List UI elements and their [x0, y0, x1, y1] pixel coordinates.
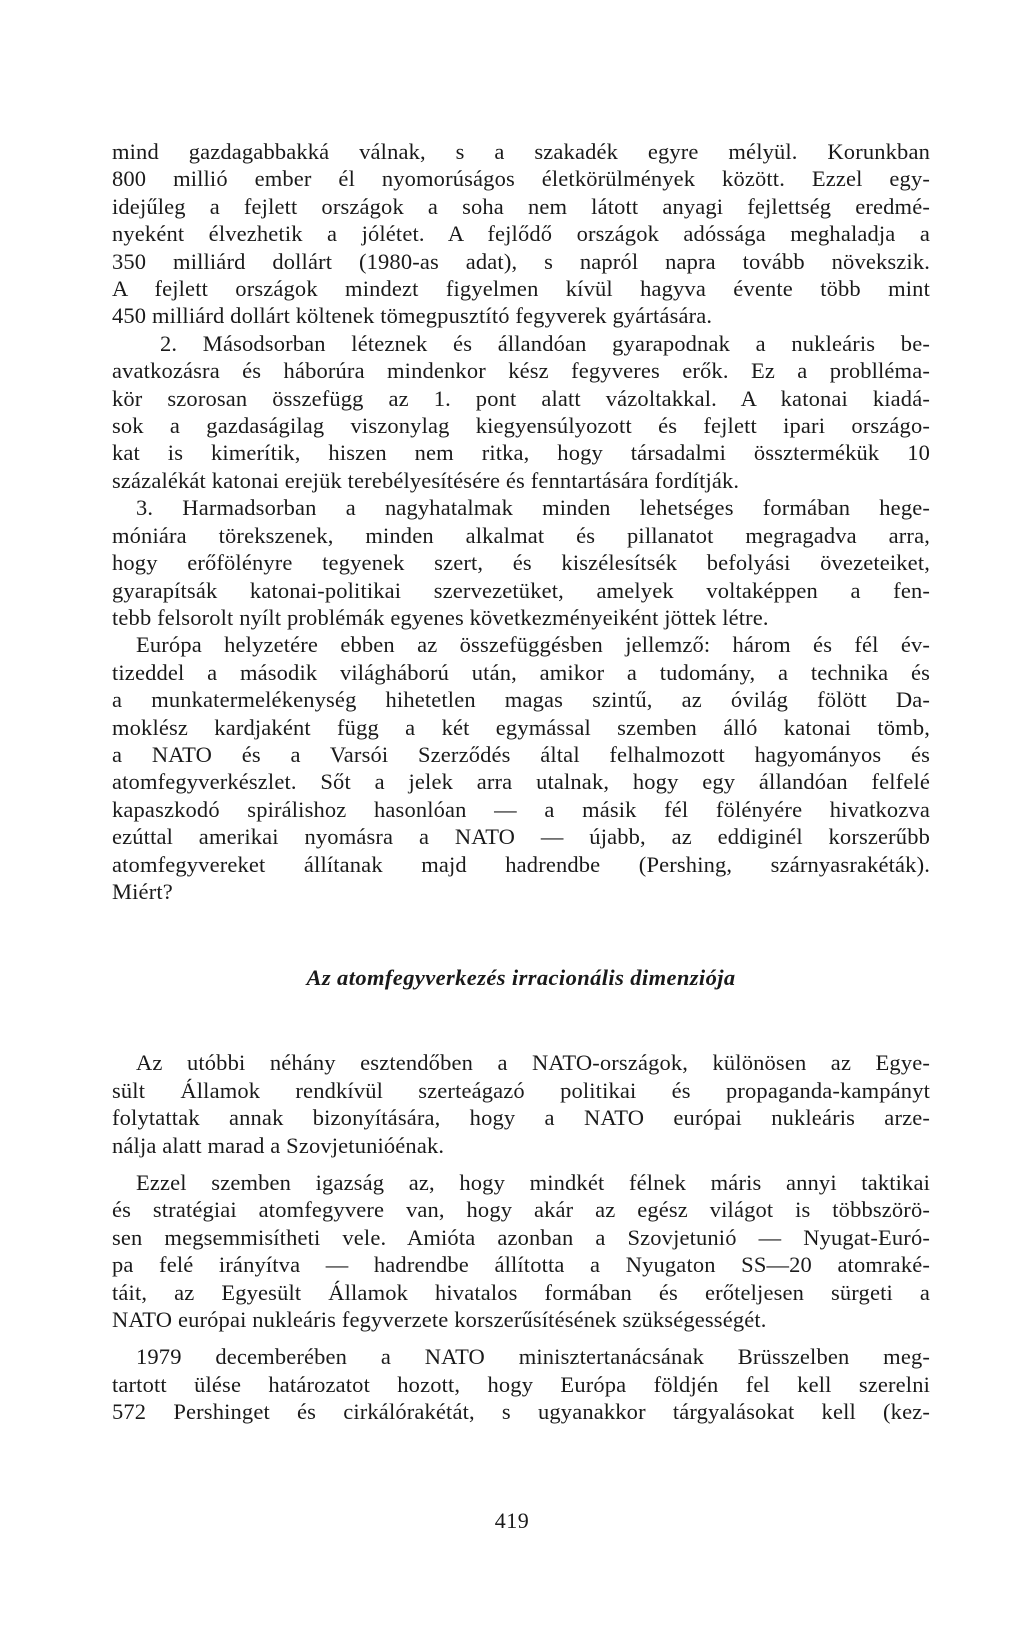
paragraph-3: [112, 494, 930, 631]
paragraph-7: [112, 1343, 930, 1425]
text-line: 3. Harmadsorban a nagyhatalmak minden lehetséges formában hege-: [136, 495, 930, 521]
text-line: 350 milliárd dollárt (1980-as adat), s napról napra tovább növekszik.: [112, 248, 930, 274]
page-number: 419: [494, 1508, 530, 1533]
paragraph-2: [112, 330, 930, 494]
text-line: A fejlett országok mindezt figyelmen kívül hagyva évente több mint: [112, 276, 930, 302]
text-line: nyeként élvezhetik a jólétet. A fejlődő országok adóssága meghaladja a: [112, 221, 930, 247]
text-line: táit, az Egyesült Államok hivatalos formában és erőteljesen sürgeti a: [112, 1279, 930, 1305]
paragraph-1: [112, 138, 930, 330]
page-body: [112, 138, 930, 1426]
text-line: folytattak annak bizonyítására, hogy a NATO európai nukleáris arze-: [112, 1105, 930, 1131]
text-line: 2. Másodsorban léteznek és állandóan gyarapodnak a nukleáris be-: [160, 330, 930, 356]
text-line: kapaszkodó spirálishoz hasonlóan — a másik fél fölényére hivatkozva: [112, 796, 930, 822]
paragraph-5: [112, 1049, 930, 1159]
paragraph-6: [112, 1169, 930, 1333]
text-line: sok a gazdaságilag viszonylag kiegyensúlyozott és fejlett ipari országo-: [112, 413, 930, 439]
text-line: atomfegyvereket állítanak majd hadrendbe (Pershing, szárnyasrakéták).: [112, 851, 930, 877]
text-line: kör szorosan összefügg az 1. pont alatt vázoltakkal. A katonai kiadá-: [112, 385, 930, 411]
text-line: 572 Pershinget és cirkálórakétát, s ugyanakkor tárgyalásokat kell (kez-: [112, 1399, 930, 1425]
text-line: hogy erőfölényre tegyenek szert, és kiszélesítsék befolyási övezeteiket,: [112, 550, 930, 576]
text-line: gyarapítsák katonai-politikai szervezetüket, amelyek voltaképpen a fen-: [112, 577, 930, 603]
text-line: kat is kimerítik, hiszen nem ritka, hogy társadalmi össztermékük 10: [112, 440, 930, 466]
text-line: móniára törekszenek, minden alkalmat és pillanatot megragadva arra,: [112, 522, 930, 548]
text-line: tizeddel a második világháború után, amikor a tudomány, a technika és: [112, 659, 930, 685]
text-line: Európa helyzetére ebben az összefüggésben jellemző: három és fél év-: [136, 632, 930, 658]
text-line: moklész kardjaként függ a két egymással szemben álló katonai tömb,: [112, 714, 930, 740]
section-heading: Az atomfegyverkezés irracionális dimenziója: [306, 965, 736, 991]
text-line: százalékát katonai erejük terebélyesítésére és fenntartására fordítják.: [112, 467, 740, 493]
text-line: sen megsemmisítheti vele. Amióta azonban a Szovjetunió — Nyugat-Euró-: [112, 1224, 930, 1250]
text-line: tebb felsorolt nyílt problémák egyenes következményeiként jöttek létre.: [112, 604, 769, 630]
text-line: nálja alatt marad a Szovjetunióénak.: [112, 1132, 445, 1158]
text-line: és stratégiai atomfegyvere van, hogy akár az egész világot is többszörö-: [112, 1197, 930, 1223]
text-line: a munkatermelékenység hihetetlen magas szintű, az óvilág fölött Da-: [112, 687, 930, 713]
text-line: pa felé irányítva — hadrendbe állította a Nyugaton SS—20 atomraké-: [112, 1252, 930, 1278]
text-line: avatkozásra és háborúra mindenkor kész fegyveres erők. Ez a problléma-: [112, 358, 930, 384]
text-line: atomfegyverkészlet. Sőt a jelek arra utalnak, hogy egy állandóan felfelé: [112, 769, 930, 795]
text-line: ezúttal amerikai nyomásra a NATO — újabb, az eddiginél korszerűbb: [112, 824, 930, 850]
text-line: mind gazdagabbakká válnak, s a szakadék egyre mélyül. Korunkban: [112, 139, 930, 164]
text-line: Ezzel szemben igazság az, hogy mindkét félnek máris annyi taktikai: [136, 1170, 930, 1195]
text-line: NATO európai nukleáris fegyverzete korszerűsítésének szükségességét.: [112, 1307, 767, 1333]
text-line: sült Államok rendkívül szerteágazó politikai és propaganda-kampányt: [112, 1077, 930, 1103]
paragraph-4: [112, 631, 930, 905]
text-line: 800 millió ember él nyomorúságos életkörülmények között. Ezzel egy-: [112, 166, 930, 192]
text-line: tartott ülése határozatot hozott, hogy Európa földjén fel kell szerelni: [112, 1371, 930, 1397]
text-line: 1979 decemberében a NATO minisztertanácsának Brüsszelben meg-: [136, 1344, 930, 1370]
text-line: idejűleg a fejlett országok a soha nem látott anyagi fejlettség eredmé-: [112, 193, 930, 219]
text-line: Miért?: [112, 878, 173, 904]
text-line: 450 milliárd dollárt költenek tömegpusztító fegyverek gyártására.: [112, 303, 713, 329]
text-line: Az utóbbi néhány esztendőben a NATO-országok, különösen az Egye-: [136, 1050, 930, 1076]
text-line: a NATO és a Varsói Szerződés által felhalmozott hagyományos és: [112, 741, 930, 767]
